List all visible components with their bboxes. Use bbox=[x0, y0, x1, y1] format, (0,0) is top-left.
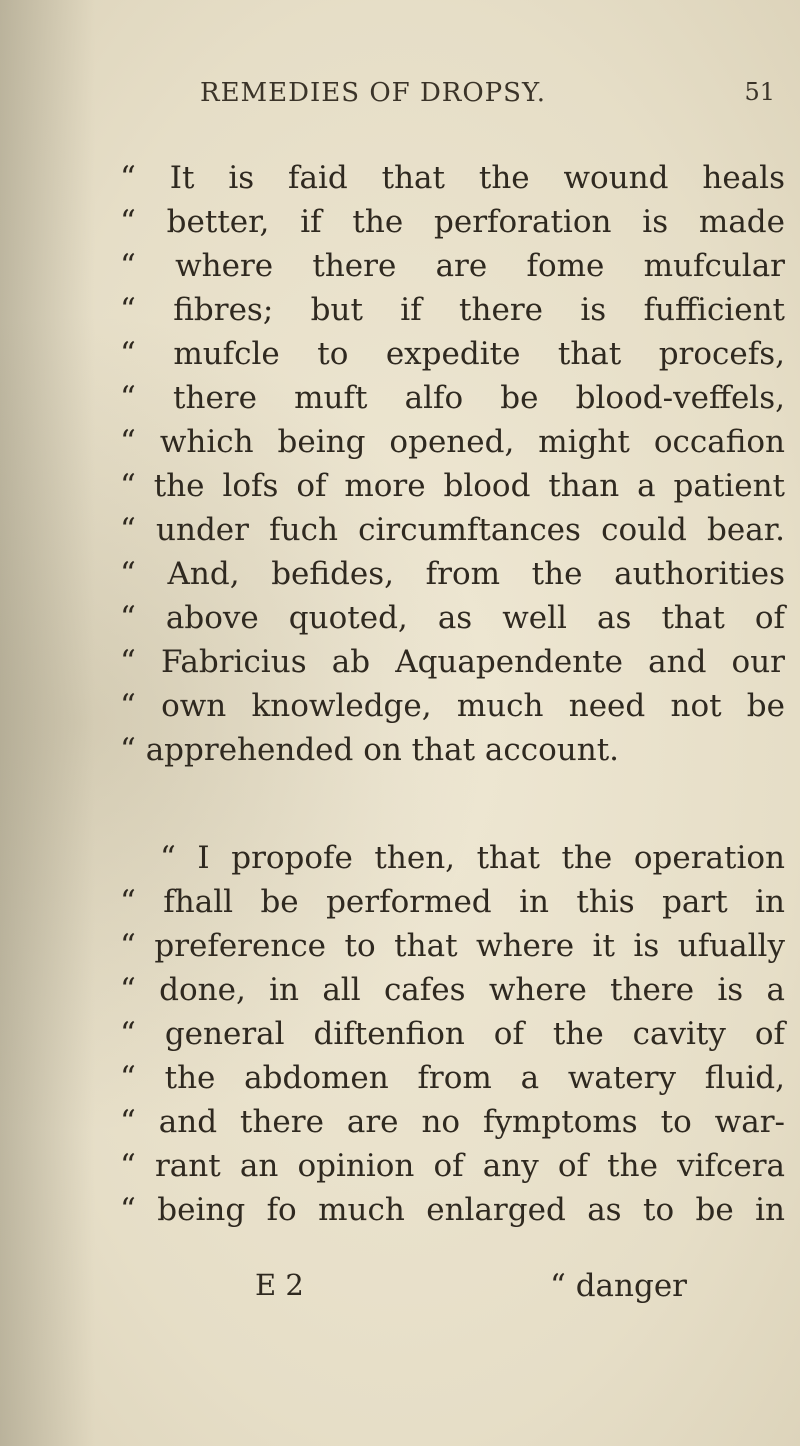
text-line: “ fibres; but if there is fufficient bbox=[120, 292, 785, 328]
text-line: “ under fuch circumftances could bear. bbox=[120, 512, 785, 548]
text-line: “ apprehended on that account. bbox=[120, 732, 620, 768]
running-title: REMEDIES OF DROPSY. bbox=[200, 78, 547, 108]
text-line: “ where there are fome mufcular bbox=[120, 248, 785, 284]
text-line: “ the lofs of more blood than a patient bbox=[120, 468, 785, 504]
page-header bbox=[200, 78, 775, 128]
text-line: “ better, if the perforation is made bbox=[120, 204, 785, 240]
text-line: “ general diftenfion of the cavity of bbox=[120, 1016, 785, 1052]
text-line: “ there muft alfo be blood-veffels, bbox=[120, 380, 785, 416]
text-line: “ above quoted, as well as that of bbox=[120, 600, 785, 636]
text-line: “ rant an opinion of any of the vifcera bbox=[120, 1148, 785, 1184]
text-line: “ And, befides, from the authorities bbox=[120, 556, 785, 592]
text-line: “ which being opened, might occafion bbox=[120, 424, 785, 460]
text-line: “ Fabricius ab Aquapendente and our bbox=[120, 644, 785, 680]
text-line: “ done, in all cafes where there is a bbox=[120, 972, 785, 1008]
text-line: “ the abdomen from a watery fluid, bbox=[120, 1060, 785, 1096]
text-line: “ It is faid that the wound heals bbox=[120, 160, 785, 196]
text-line: “ fhall be performed in this part in bbox=[120, 884, 785, 920]
text-line: “ mufcle to expedite that procefs, bbox=[120, 336, 785, 372]
text-line: “ and there are no fymptoms to war- bbox=[120, 1104, 785, 1140]
signature-mark: E 2 bbox=[255, 1268, 304, 1302]
catchword: “ danger bbox=[550, 1268, 688, 1304]
text-line: “ I propofe then, that the operation bbox=[160, 840, 785, 876]
page-gutter-shadow bbox=[0, 0, 95, 1446]
text-line: “ own knowledge, much need not be bbox=[120, 688, 785, 724]
page-number: 51 bbox=[744, 78, 775, 106]
text-line: “ preference to that where it is ufually bbox=[120, 928, 785, 964]
text-line: “ being fo much enlarged as to be in bbox=[120, 1192, 785, 1228]
